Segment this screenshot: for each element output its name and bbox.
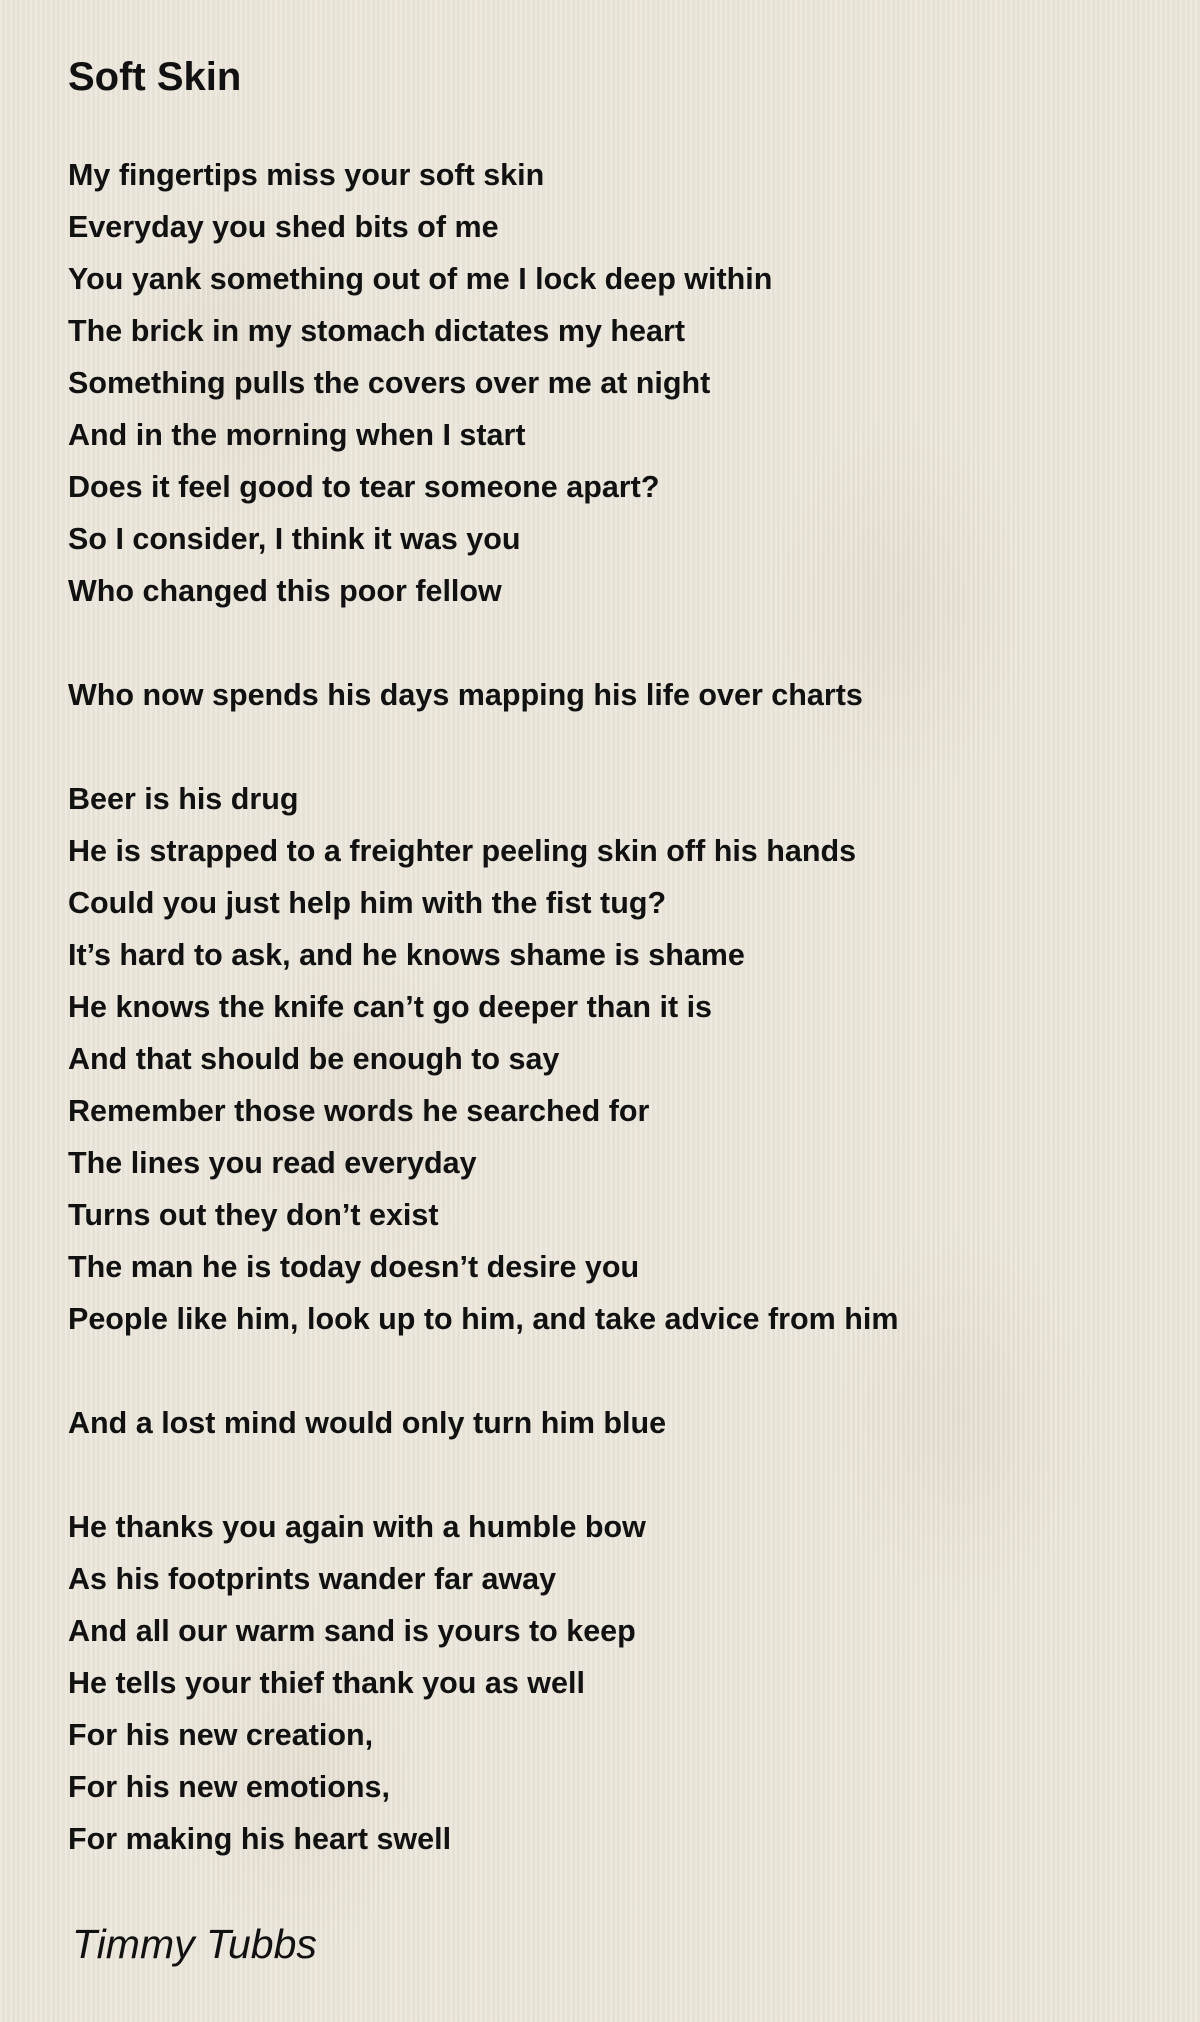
poem-line: Who changed this poor fellow [68,574,502,608]
poem-line: People like him, look up to him, and take advice from him [68,1302,899,1336]
poem-line: And a lost mind would only turn him blue [68,1406,667,1440]
poem-line: It’s hard to ask, and he knows shame is shame [68,938,745,972]
poem-title: Soft Skin [68,55,242,99]
poem-line: Everyday you shed bits of me [68,210,499,244]
poem-line: Does it feel good to tear someone apart? [68,470,660,504]
stanza-break [68,1345,898,1397]
poem-line: So I consider, I think it was you [68,522,521,556]
poem-line: He thanks you again with a humble bow [68,1510,646,1544]
poem-line: Who now spends his days mapping his life over charts [68,678,863,712]
poem-line: Beer is his drug [68,782,299,816]
stanza-break [68,721,898,773]
poem-line: Turns out they don’t exist [68,1198,439,1232]
poem-line: And all our warm sand is yours to keep [68,1614,636,1648]
stanza-break [68,617,898,669]
poem-line: And in the morning when I start [68,418,526,452]
poem-line: The brick in my stomach dictates my heart [68,314,685,348]
poem-line: The man he is today doesn’t desire you [68,1250,640,1284]
poem-line: And that should be enough to say [68,1042,560,1076]
poem-line: Remember those words he searched for [68,1094,650,1128]
poem-line: For his new emotions, [68,1770,390,1804]
poem-line: He tells your thief thank you as well [68,1666,585,1700]
poem-line: He knows the knife can’t go deeper than it is [68,990,713,1024]
poem-line: For making his heart swell [68,1822,452,1856]
stanza-break [68,1449,898,1501]
poem-line: My fingertips miss your soft skin [68,158,545,192]
poem-line: Could you just help him with the fist tug? [68,886,667,920]
poem-line: Something pulls the covers over me at night [68,366,711,400]
poem-line: For his new creation, [68,1718,374,1752]
poem-author: Timmy Tubbs [72,1921,317,1967]
poem-line: The lines you read everyday [68,1146,477,1180]
poem-line: As his footprints wander far away [68,1562,557,1596]
poem-line: You yank something out of me I lock deep within [68,262,773,296]
poem-line: He is strapped to a freighter peeling skin off his hands [68,834,857,868]
poem-body [68,149,898,1865]
